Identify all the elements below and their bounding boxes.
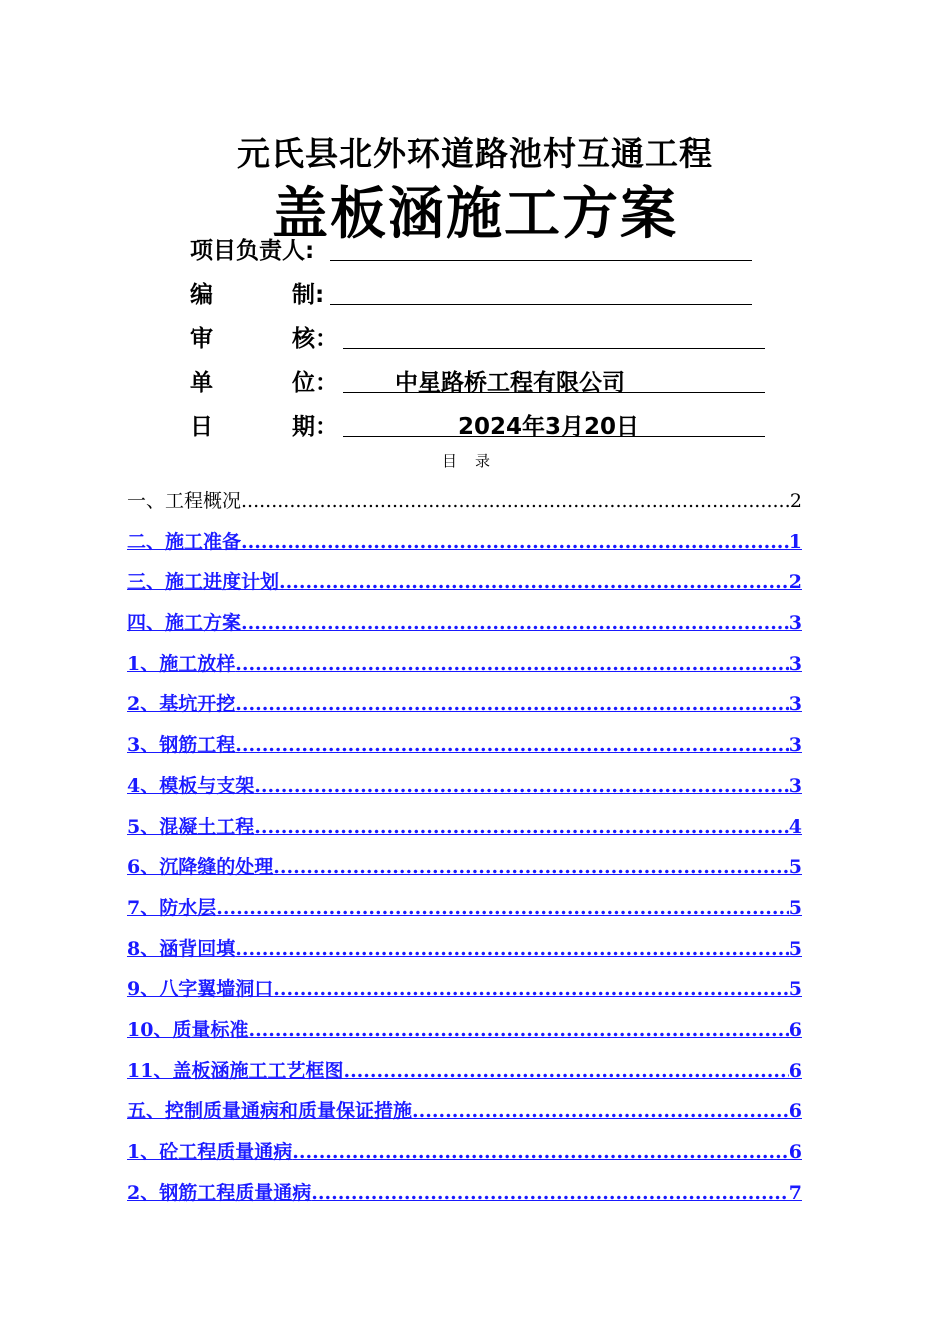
toc-leader [235, 734, 789, 756]
toc-leader [254, 775, 789, 797]
toc-item-page: 7 [788, 1181, 802, 1204]
toc-item-text: 7、防水层 [127, 896, 217, 919]
toc-leader [412, 1100, 789, 1122]
field-value [330, 276, 752, 305]
toc-leader [311, 1182, 789, 1204]
toc-link[interactable] [127, 893, 802, 934]
toc-link[interactable] [127, 1096, 802, 1137]
toc-item-text: 三、施工进度计划 [127, 571, 280, 594]
field-label: 编 [190, 282, 213, 308]
toc-item-page: 2 [788, 571, 802, 594]
toc-link[interactable] [127, 567, 802, 608]
toc-leader [241, 490, 790, 512]
field-value: 中星路桥工程有限公司 [343, 364, 765, 393]
field-value [330, 232, 752, 261]
toc-item-text: 3、钢筋工程 [127, 734, 236, 757]
toc-leader [248, 1019, 788, 1041]
table-of-contents [127, 486, 802, 1218]
toc-item-text: 一、工程概况 [127, 490, 242, 512]
toc-item-text: 五、控制质量通病和质量保证措施 [127, 1100, 413, 1123]
field-label: 项目负责人: [190, 238, 315, 264]
toc-item-page: 6 [788, 1141, 802, 1163]
toc-item-text: 二、施工准备 [127, 530, 242, 553]
field-label: 审 [190, 326, 213, 352]
toc-link[interactable] [127, 771, 802, 812]
toc-link[interactable] [127, 974, 802, 1015]
field-date [190, 408, 770, 442]
toc-link[interactable] [127, 1015, 802, 1056]
toc-item-page: 2 [789, 490, 802, 512]
document-title-line1: 元氏县北外环道路池村互通工程 [237, 134, 713, 173]
toc-link[interactable] [127, 1137, 802, 1178]
toc-item-page: 3 [788, 734, 802, 757]
toc-item-page: 3 [788, 652, 802, 675]
toc-heading: 目录 [441, 452, 508, 470]
toc-link[interactable] [127, 1056, 802, 1097]
toc-leader [273, 978, 789, 1000]
toc-leader [292, 1141, 789, 1163]
toc-link[interactable] [127, 812, 802, 853]
toc-leader [343, 1060, 788, 1082]
field-label-2: 位： [292, 370, 338, 396]
toc-leader [241, 612, 789, 634]
toc-item-page: 5 [788, 856, 802, 879]
toc-leader [254, 816, 789, 838]
field-reviewer [190, 320, 770, 354]
toc-leader [279, 571, 789, 593]
toc-item-page: 6 [788, 1018, 802, 1041]
toc-link[interactable] [127, 608, 802, 649]
toc-leader [235, 693, 789, 715]
toc-leader [235, 653, 789, 675]
field-value [343, 320, 765, 349]
toc-item-text: 8、涵背回填 [127, 937, 236, 960]
toc-item-page: 3 [788, 774, 802, 797]
toc-link[interactable] [127, 852, 802, 893]
toc-link[interactable] [127, 649, 802, 690]
toc-item-text: 4、模板与支架 [127, 774, 255, 797]
toc-item-text: 9、八字翼墙洞口 [127, 978, 274, 1001]
toc-leader [235, 938, 789, 960]
field-label: 日 [190, 414, 213, 440]
toc-link[interactable] [127, 730, 802, 771]
toc-item-text: 6、沉降缝的处理 [127, 856, 274, 879]
field-label: 单 [190, 370, 213, 396]
toc-link[interactable] [127, 934, 802, 975]
field-label-2: 期： [292, 414, 338, 440]
toc-item-page: 3 [788, 612, 802, 635]
field-label-2: 核： [292, 326, 338, 352]
toc-leader [273, 856, 789, 878]
toc-item-text: 11、盖板涵施工工艺框图 [127, 1059, 344, 1082]
field-project-leader [190, 232, 760, 266]
toc-item-page: 5 [788, 978, 802, 1001]
field-unit [190, 364, 770, 398]
toc-item-text: 2、基坑开挖 [127, 693, 236, 716]
toc-item-text: 2、钢筋工程质量通病 [127, 1181, 312, 1204]
toc-item-page: 4 [788, 815, 802, 838]
toc-item-text: 1、施工放样 [127, 652, 236, 675]
toc-item-page: 1 [788, 530, 802, 553]
toc-item-text: 5、混凝土工程 [127, 815, 255, 838]
field-label-2: 制: [292, 282, 325, 308]
toc-link[interactable] [127, 527, 802, 568]
toc-item-page: 5 [788, 937, 802, 960]
toc-link[interactable] [127, 1178, 802, 1219]
toc-item-page: 6 [788, 1100, 802, 1123]
toc-link[interactable] [127, 689, 802, 730]
field-value: 2024年3月20日 [343, 408, 765, 437]
document-title-line2: 盖板涵施工方案 [272, 182, 678, 247]
toc-leader [241, 531, 789, 553]
field-compiler [190, 276, 760, 310]
toc-item-text: 四、施工方案 [127, 612, 242, 635]
toc-item-text: 1、砼工程质量通病 [127, 1141, 293, 1163]
toc-leader [216, 897, 789, 919]
toc-item-page: 3 [788, 693, 802, 716]
toc-item [127, 486, 802, 527]
toc-item-page: 6 [788, 1059, 802, 1082]
toc-item-text: 10、质量标准 [127, 1018, 249, 1041]
toc-item-page: 5 [788, 896, 802, 919]
